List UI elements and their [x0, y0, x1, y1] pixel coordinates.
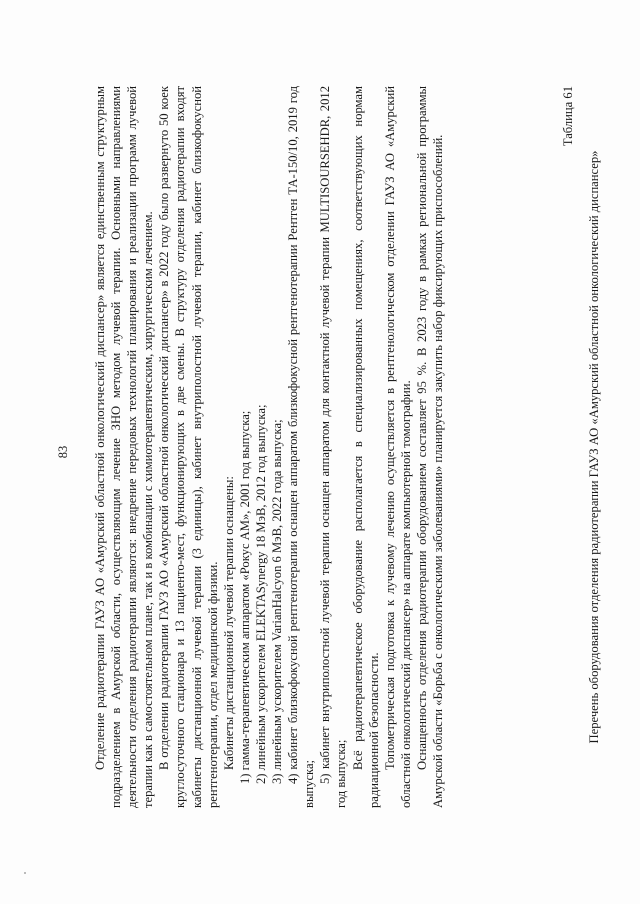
list-item: 1) гамма-терапевтическим аппаратом «Рокус АМ», 2001 год выпуска; [237, 410, 252, 784]
paragraph-structure: В отделении радиотерапии ГАУЗ АО «Амурский областной онкологический диспансер» в 2022 году было развернуто 50 коек круглосуточного стационара и 13 пациенто-мест, функционирующих в две смены. В структуру отделения радиотерапии входят кабинеты дистанционной лучевой терапии (3 единицы), кабинет внутриполостной лучевой терапии, кабинет близкофокусной рентгенотерапии, отдел медицинской физики. [157, 86, 220, 808]
list-item: 2) линейным ускорителем ELEKTASynergy 18 МэВ, 2012 год выпуска; [253, 404, 268, 784]
paragraph-equipment-rate: Оснащенность отделения радиотерапии оборудованием составляет 95 %. В 2023 году в рамках региональной программы Амурской области «Борьба с онкологическими заболеваниями» планируется закупить набор фиксирующих приспособлений. [414, 86, 445, 808]
list-item: 4) кабинет близкофокусной рентгенотерапии оснащен аппаратом близкофокусной рентгенотерапии Рентген ТА-150/10, 2019 год выпуска; [286, 86, 317, 808]
table-caption [560, 86, 602, 808]
paragraph-radiation-safety: Всё радиотерапевтическое оборудование располагается в специализированных помещениях, соответствующих нормам радиационной безопасности. [350, 86, 381, 808]
list-item: 5) кабинет внутриполостной лучевой терапии оснащен аппаратом для контактной лучевой терапии MULTISOURSEHDR, 2012 год выпуска; [318, 86, 349, 808]
table-title: Перечень оборудования отделения радиотерапии ГАУЗ АО «Амурский областной онкологический диспансер» [587, 150, 601, 744]
body-text [92, 86, 446, 808]
page-number: 83 [56, 445, 70, 459]
table-number: Таблица 61 [561, 86, 575, 147]
paragraph-equipment-heading: Кабинеты дистанционной лучевой терапии оснащены: [221, 476, 236, 770]
list-item: 3) линейным ускорителем VarianHalcyon 6 МэВ, 2022 года выпуска; [270, 419, 285, 784]
scan-speck [24, 872, 26, 874]
paragraph-topometry: Топометрическая подготовка к лучевому лечению осуществляется в рентгенологическом отделении ГАУЗ АО «Амурский областной онкологический диспансер» на аппарате компьютерной томографии. [382, 86, 413, 808]
paragraph-intro: Отделение радиотерапии ГАУЗ АО «Амурский областной онкологический диспансер» является единственным структурным подразделением в Амурской области, осуществляющим лечение ЗНО методом лучевой терапии. Основными направлениями деятельности отделения радиотерапии являются: внедрение передовых технологий планирования и реализации программ лучевой терапии как в самостоятельном плане, так и в комбинации с химиотерапевтическим, хирургическим лечением. [93, 86, 156, 808]
